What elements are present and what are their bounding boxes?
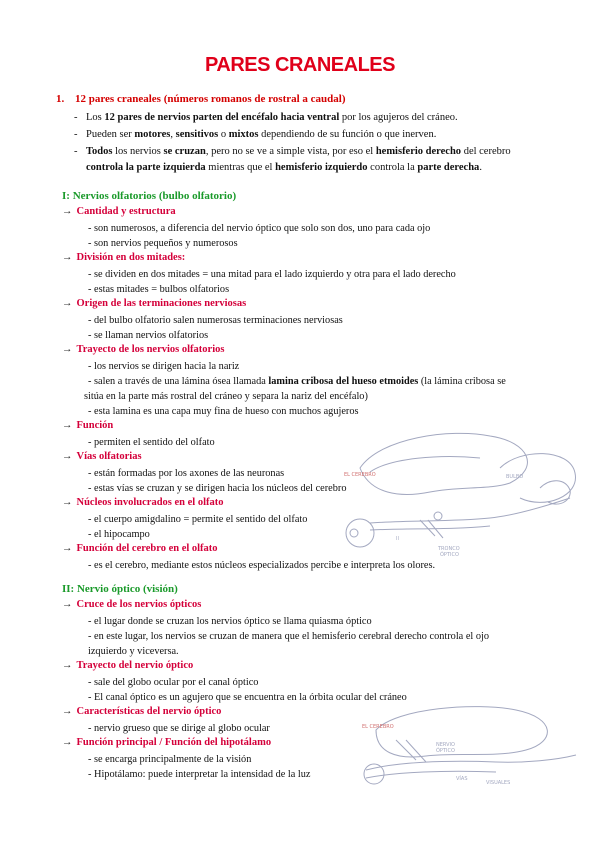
- svg-text:VÍAS: VÍAS: [456, 776, 468, 782]
- bullet-2: - Pueden ser motores, sensitivos o mixtos dependiendo de su función o que inerven.: [74, 129, 437, 140]
- text-line: - Hipotálamo: puede interpretar la intensidad de la luz: [88, 769, 311, 780]
- text-line: - del bulbo olfatorio salen numerosas terminaciones nerviosas: [88, 315, 343, 326]
- svg-text:EL CEREBRO: EL CEREBRO: [344, 472, 376, 478]
- nerve-1-heading: I: Nervios olfatorios (bulbo olfatorio): [62, 190, 237, 202]
- text-line: - son nervios pequeños y numerosos: [88, 238, 238, 249]
- topic-vias: → Vías olfatorias: [62, 451, 142, 462]
- text-line: - se llaman nervios olfatorios: [88, 330, 209, 341]
- section-heading: [56, 93, 346, 105]
- svg-text:II: II: [396, 536, 399, 542]
- topic-cantidad: → Cantidad y estructura: [62, 206, 176, 217]
- text-line: - es el cerebro, mediante estos núcleos especializados percibe e interpreta los olores.: [88, 560, 436, 571]
- text-line: - esta lamina es una capa muy fina de hueso con muchos agujeros: [88, 406, 359, 417]
- text-line: - El canal óptico es un agujero que se encuentra en la órbita ocular del cráneo: [88, 692, 407, 703]
- text-line: sitúa en la parte más rostral del cráneo y separa la nariz del encéfalo): [84, 391, 368, 402]
- bullet-1: - Los 12 pares de nervios parten del encéfalo hacia ventral por los agujeros del cráneo.: [74, 112, 458, 123]
- text-line: - estas vías se cruzan y se dirigen hacia los núcleos del cerebro: [88, 483, 347, 494]
- text-line: - permiten el sentido del olfato: [88, 437, 215, 448]
- svg-text:EL CEREBRO: EL CEREBRO: [362, 724, 394, 730]
- text-line: - están formadas por los axones de las neuronas: [88, 468, 285, 479]
- svg-text:VISUALES: VISUALES: [486, 780, 511, 786]
- svg-text:TRONCO: TRONCO: [438, 546, 460, 552]
- section-number: 1.: [56, 93, 65, 105]
- page-title: PARES CRANEALES: [205, 54, 395, 76]
- text-line: - el hipocampo: [88, 529, 150, 540]
- optic-sketch-icon: [356, 700, 586, 800]
- nerve-2-heading: II: Nervio óptico (visión): [62, 583, 178, 595]
- svg-text:ÓPTICO: ÓPTICO: [440, 552, 459, 558]
- text-line: - los nervios se dirigen hacia la nariz: [88, 361, 240, 372]
- text-line: - el cuerpo amigdalino = permite el sentido del olfato: [88, 514, 308, 525]
- svg-text:ÓPTICO: ÓPTICO: [436, 748, 455, 754]
- bullet-3: - Todos los nervios se cruzan, pero no se ve a simple vista, por eso el hemisferio derecho del cerebro controla la parte izquierda mientras que el hemisferio izquierdo controla la parte derecha.: [74, 146, 511, 173]
- text-line: - son numerosos, a diferencia del nervio óptico que solo son dos, uno para cada ojo: [88, 223, 431, 234]
- text-line: - sale del globo ocular por el canal óptico: [88, 677, 259, 688]
- text-line: izquierdo y viceversa.: [88, 646, 179, 657]
- text-line: - estas mitades = bulbos olfatorios: [88, 284, 230, 295]
- olfactory-sketch-icon: [340, 428, 588, 568]
- topic-origen: → Origen de las terminaciones nerviosas: [62, 298, 247, 309]
- text-line: - nervio grueso que se dirige al globo ocular: [88, 723, 270, 734]
- text-line: - se dividen en dos mitades = una mitad para el lado izquierdo y otra para el lado derecho: [88, 269, 456, 280]
- text-line: - se encarga principalmente de la visión: [88, 754, 252, 765]
- text-line: - salen a través de una lámina ósea llamada lamina cribosa del hueso etmoides (la lámina cribosa se: [88, 376, 506, 387]
- topic-trayecto-optico: → Trayecto del nervio óptico: [62, 660, 194, 671]
- topic-nucleos: → Núcleos involucrados en el olfato: [62, 497, 224, 508]
- text-line: - en este lugar, los nervios se cruzan de manera que el hemisferio cerebral derecho controla el ojo: [88, 631, 489, 642]
- text-line: - el lugar donde se cruzan los nervios óptico se llama quiasma óptico: [88, 616, 372, 627]
- topic-division: → División en dos mitades:: [62, 252, 186, 263]
- svg-text:NERVIO: NERVIO: [436, 742, 455, 748]
- topic-funcion: → Función: [62, 420, 114, 431]
- topic-caracteristicas: → Características del nervio óptico: [62, 706, 222, 717]
- topic-trayecto: → Trayecto de los nervios olfatorios: [62, 344, 225, 355]
- topic-cruce: → Cruce de los nervios ópticos: [62, 599, 202, 610]
- svg-text:BULBO: BULBO: [506, 474, 524, 480]
- section-heading-text: 12 pares craneales (números romanos de rostral a caudal): [75, 93, 346, 105]
- topic-funcion-principal: → Función principal / Función del hipotálamo: [62, 737, 272, 748]
- topic-funcion-cerebro: → Función del cerebro en el olfato: [62, 543, 218, 554]
